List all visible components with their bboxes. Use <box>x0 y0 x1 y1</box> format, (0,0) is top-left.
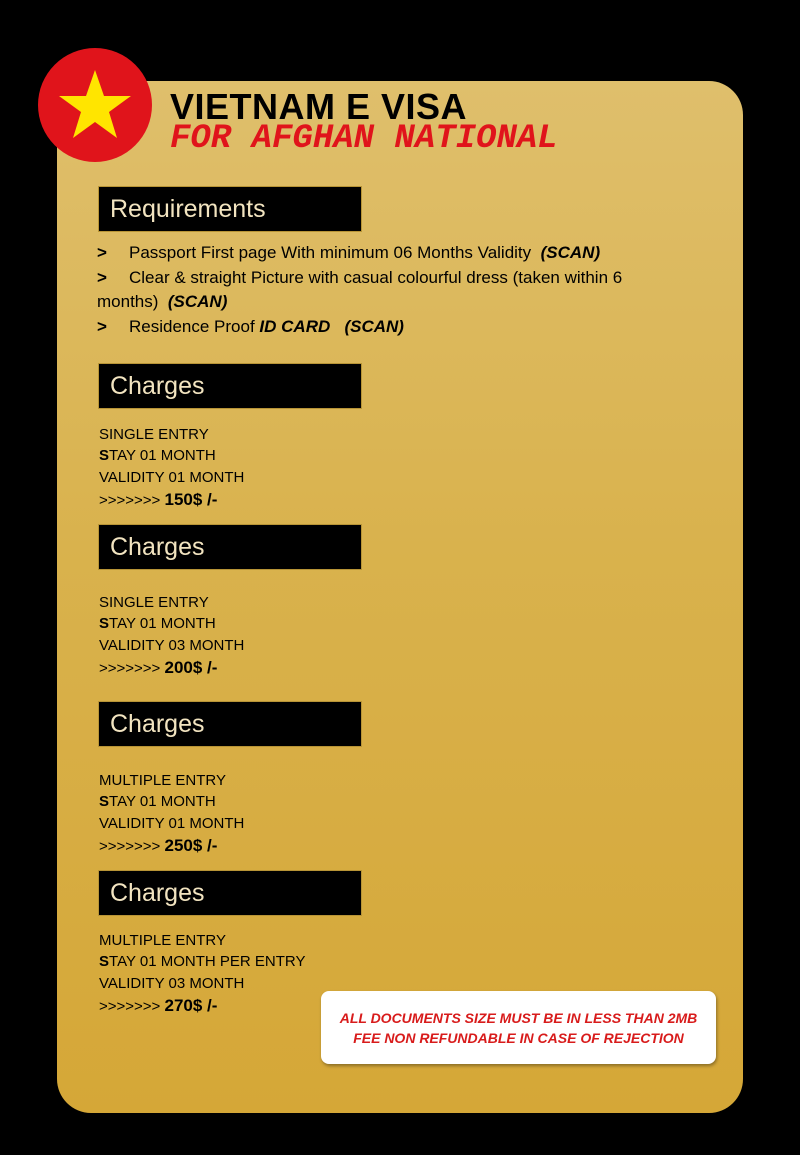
charges-heading-label: Charges <box>110 878 205 907</box>
price-line: >>>>>>> 250$ /- <box>99 835 218 855</box>
page-subtitle: FOR AFGHAN NATIONAL <box>170 120 558 158</box>
charges-heading-label: Charges <box>110 709 205 738</box>
requirement-item-picture <box>97 266 697 291</box>
entry-type: SINGLE ENTRY <box>99 594 209 611</box>
bullet-marker: > <box>97 243 107 262</box>
bullet-marker: > <box>97 316 107 336</box>
requirements-heading <box>99 187 361 231</box>
star-icon <box>57 68 133 142</box>
validity: VALIDITY 01 MONTH <box>99 814 245 832</box>
charges-heading-2 <box>99 525 361 569</box>
requirement-text: Clear & straight Picture with casual colourful dress (taken within 6 <box>129 267 623 287</box>
price-line: >>>>>>> 270$ /- <box>99 995 218 1015</box>
requirements-heading-label: Requirements <box>110 194 266 223</box>
stay-duration: STAY 01 MONTH PER ENTRY <box>99 953 306 971</box>
entry-type: MULTIPLE ENTRY <box>99 772 226 789</box>
stay-duration: STAY 01 MONTH <box>99 793 216 811</box>
notice-box <box>321 991 716 1064</box>
price-line: >>>>>>> 150$ /- <box>99 489 218 509</box>
validity: VALIDITY 01 MONTH <box>99 468 245 486</box>
requirement-item-passport <box>97 241 697 266</box>
stay-duration: STAY 01 MONTH <box>99 447 216 465</box>
scan-tag: (SCAN) <box>344 316 404 336</box>
scan-tag: (SCAN) <box>540 243 601 262</box>
requirements-list <box>97 241 697 339</box>
charges-heading-4 <box>99 871 361 915</box>
validity: VALIDITY 03 MONTH <box>99 636 245 654</box>
scan-tag: (SCAN) <box>167 292 228 311</box>
price-value: 200$ /- <box>164 657 218 677</box>
price-value: 250$ /- <box>164 835 218 855</box>
notice-line-size: ALL DOCUMENTS SIZE MUST BE IN LESS THAN 2MB <box>339 1009 698 1026</box>
charge-option-2 <box>99 592 244 679</box>
charges-heading-3 <box>99 702 361 746</box>
bullet-marker: > <box>97 267 107 287</box>
notice-line-refund: FEE NON REFUNDABLE IN CASE OF REJECTION <box>353 1029 684 1046</box>
charges-heading-label: Charges <box>110 371 205 400</box>
charges-heading-label: Charges <box>110 532 205 561</box>
requirement-item-residence <box>97 315 697 340</box>
requirement-item-picture-cont <box>97 290 697 315</box>
requirement-text: Residence Proof <box>129 316 255 336</box>
stay-duration: STAY 01 MONTH <box>99 615 216 633</box>
entry-type: MULTIPLE ENTRY <box>99 932 226 949</box>
charge-option-1 <box>99 424 244 511</box>
requirement-text: Passport First page With minimum 06 Months Validity <box>129 243 532 262</box>
charge-option-4 <box>99 930 305 1017</box>
page-title: VIETNAM E VISA <box>170 86 468 127</box>
requirement-text-cont: months) <box>97 292 159 311</box>
charges-heading-1 <box>99 364 361 408</box>
vietnam-flag-icon <box>38 48 152 162</box>
price-value: 150$ /- <box>164 489 218 509</box>
price-value: 270$ /- <box>164 995 218 1015</box>
price-line: >>>>>>> 200$ /- <box>99 657 218 677</box>
entry-type: SINGLE ENTRY <box>99 426 209 443</box>
id-card-label: ID CARD <box>259 316 331 336</box>
validity: VALIDITY 03 MONTH <box>99 974 245 992</box>
charge-option-3 <box>99 770 244 857</box>
